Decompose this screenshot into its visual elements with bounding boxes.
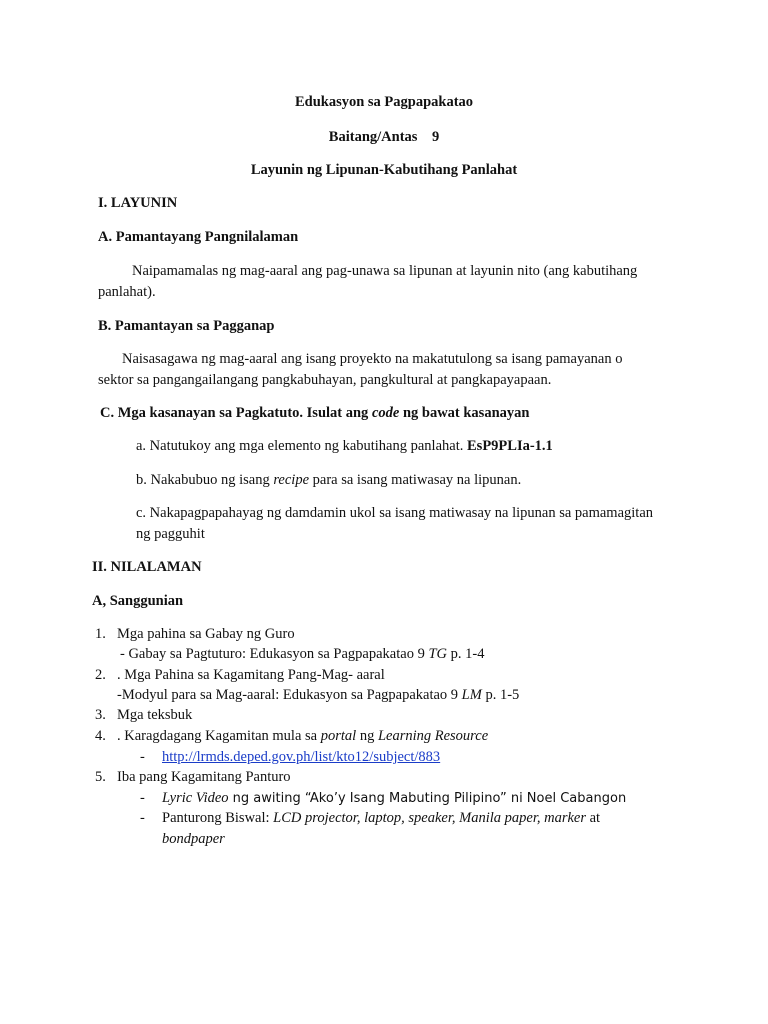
list-item-5-sub1 [140,789,626,808]
list-item-4-ng: ng [356,728,378,744]
kasanayan-heading-text: C. Mga kasanayan sa Pagkatuto. Isulat ang [100,405,372,421]
kasanayan-b-text: b. Nakabubuo ng isang [136,472,274,488]
list-number-3: 3. [95,707,106,723]
layunin-heading: I. LAYUNIN [98,195,178,211]
pamantayan-sa-pagganap-heading: B. Pamantayan sa Pagganap [98,318,275,334]
list-item-4-dash: - [140,749,145,765]
grade-value: 9 [431,129,440,145]
kasanayan-heading-rest: ng bawat kasanayan [399,405,530,421]
list-item-2-sub-text: -Modyul para sa Mag-aaral: Edukasyon sa Pagpapakatao 9 [117,687,462,703]
list-item-5-sub2-line2: bondpaper [162,831,225,847]
pangnilalaman-text-line2: panlahat). [98,284,156,300]
kasanayan-b [136,471,521,489]
list-number-5: 5. [95,769,106,785]
list-item-1-text: Mga pahina sa Gabay ng Guro [117,626,295,642]
lesson-title: Layunin ng Lipunan-Kabutihang Panlahat [250,162,518,178]
pagganap-text-line2: sektor sa pangangailangang pangkabuhayan, pangkultural at pangkapayapaan. [98,372,552,388]
subject-title: Edukasyon sa Pagpapakatao [294,94,474,110]
list-item-3-text: Mga teksbuk [117,707,193,723]
kasanayan-heading-code: code [371,405,400,421]
list-item-4-sub [140,748,440,766]
lrmds-link[interactable]: http://lrmds.deped.gov.ph/list/kto12/subject/883 [162,749,441,765]
list-item-5-text: Iba pang Kagamitang Panturo [117,769,291,785]
nilalaman-heading: II. NILALAMAN [92,559,202,575]
list-number-4: 4. [95,728,106,744]
list-item-5-sub2-dash: - [140,810,145,826]
kasanayan-a [136,437,553,455]
list-item-4-portal: portal [320,728,357,744]
kasanayan-a-code: EsP9PLIa-1.1 [467,438,553,454]
kasanayan-b-recipe: recipe [273,472,310,488]
list-item-5-at: at [585,810,601,826]
list-number-2: 2. [95,667,106,683]
list-item-3 [95,706,192,724]
list-item-1-sub-pages: p. 1-4 [447,646,485,662]
list-item-1-sub [120,645,484,663]
pamantayang-pangnilalaman-heading: A. Pamantayang Pangnilalaman [98,229,299,245]
list-item-5-panturong-biswal: Panturong Biswal: [162,810,274,826]
list-item-2-sub [117,686,519,704]
kasanayan-b-rest: para sa isang matiwasay na lipunan. [309,472,522,488]
list-item-5-materials: LCD projector, laptop, speaker, Manila paper, marker [273,810,586,826]
list-item-5-song-title: ng awiting “Ako’y Isang Mabuting Pilipino” ni Noel Cabangon [228,791,627,806]
list-item-2-sub-lm: LM [461,687,482,703]
list-item-1-sub-tg: TG [428,646,447,662]
list-item-1 [95,625,295,643]
grade-label: Baitang/Antas [328,129,418,145]
list-item-4-text: . Karagdagang Kagamitan mula sa [117,728,321,744]
list-item-5 [95,768,291,786]
list-item-2-sub-pages: p. 1-5 [481,687,520,703]
grade-line [0,128,768,146]
list-item-2 [95,666,385,684]
kasanayan-c-line1: c. Nakapagpapahayag ng damdamin ukol sa isang matiwasay na lipunan sa pamamagitan [136,505,654,521]
kasanayan-a-text: a. Natutukoy ang mga elemento ng kabutihang panlahat. [136,438,467,454]
pagganap-text-line1: Naisasagawa ng mag-aaral ang isang proyekto na makatutulong sa isang pamayanan o [122,351,623,367]
list-item-5-sub1-dash: - [140,790,145,806]
list-item-5-sub2 [140,809,600,827]
list-item-4 [95,727,488,745]
list-item-2-text: . Mga Pahina sa Kagamitang Pang-Mag- aaral [117,667,385,683]
list-item-4-learning-resource: Learning Resource [377,728,489,744]
pangnilalaman-text-line1: Naipamamalas ng mag-aaral ang pag-unawa sa lipunan at layunin nito (ang kabutihang [132,263,638,279]
list-item-1-sub-text: - Gabay sa Pagtuturo: Edukasyon sa Pagpapakatao 9 [120,646,429,662]
list-item-5-lyric-video: Lyric Video [162,790,229,806]
list-number-1: 1. [95,626,106,642]
kasanayan-heading [100,404,529,422]
kasanayan-c-line2: ng pagguhit [136,526,205,542]
sanggunian-heading: A, Sanggunian [92,593,184,609]
